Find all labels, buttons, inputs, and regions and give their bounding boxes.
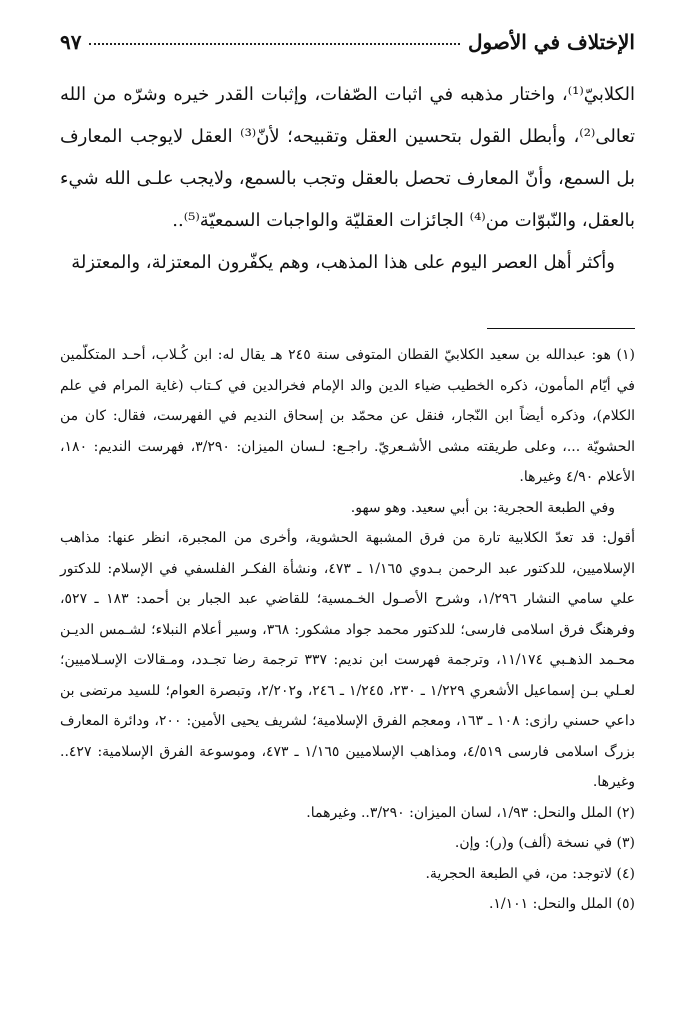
footnote-3: (٣) في نسخة (ألف) و(ر): وإن. <box>454 835 635 851</box>
footnote-1-note-edition: وفي الطبعة الحجرية: بن أبي سعيد. وهو سهو. <box>350 499 615 516</box>
footnote-1: (١) هو: عبدالله بن سعيد الكلابيّ القطان المتوفى سنة ٢٤٥ هـ يقال له: ابن كُـلاب، أحـد المتكلّمين في أيّام المأمون، ذكره الخطيب ضياء الدين والد الإمام فخرالدين في كـتاب (غاية المرام في علم الكلام)، وذكره أيضاً ابن النّجار، فنقل عن محمّد بن إسحاق النديم في الفهرست، فقال: كان من الحشويّة ...، وعلى طريقته مشى الأشـعريّ. راجـع: لـسان الميزان: ٣/٢٩٠، فهرست النديم: ١٨٠، الأعلام ٤/٩٠ وغيرها. <box>60 347 635 485</box>
running-header <box>60 30 635 58</box>
header-dot-leader <box>89 43 460 45</box>
footnote-1-note-sources: أقول: قد تعدّ الكلابية تارة من فرق المشبهة الحشوية، وأخرى من المجبرة، انظر عنها: مذاهب الإسلاميين، للدكتور عبد الرحمن بـدوي ١/١٦٥ ـ ٤٧٣، ونشأة الفكـر الفلسفي في الإسلام: للدكتور علي سامي النشار ١/٢٩٦، وشرح الأصـول الخـمسية؛ للقاضي عبد الجبار بن أحمد: ١٨٣ ـ ٥٢٧، وفرهنگ فرق اسلامى فارسى؛ للدكتور محمد جواد مشكور: ٣٦٨، وسير أعلام النبلاء؛ لشـمس الديـن محـمد الذهـبي ١١/١٧٤، وترجمة فهرست ابن نديم: ٣٣٧ ترجمة رضا تجـدد، ومـقالات الإسـلاميين؛ لعـلي بـن إسماعيل الأشعري ١/٢٢٩ ـ ٢٣٠، ١/٢٤٥ ـ ٢٤٦، و٢/٢٠٢، وتبصرة العوام؛ للسيد مرتضى بن داعي حسني رازى: ١٠٨ ـ ١٦٣، ومعجم الفرق الإسلامية؛ لشريف يحيى الأمين: ٢٠٠، ودائرة المعارف بزرگ اسلامى فارسى ٤/٥١٩، ومذاهب الإسلاميين ١/١٦٥ ـ ٤٧٣، وموسوعة الفرق الإسلامية: ٤٢٧.. وغيرها. <box>60 530 635 790</box>
footnote-separator <box>487 328 635 329</box>
footnotes <box>60 340 635 920</box>
footnote-2: (٢) الملل والنحل: ١/٩٣، لسان الميزان: ٣/٢٩٠.. وغيرهما. <box>306 804 635 821</box>
footnote-5: (٥) الملل والنحل: ١/١٠١. <box>488 896 635 912</box>
footnote-4: (٤) لاتوجد: من، في الطبعة الحجرية. <box>425 865 635 882</box>
page-number: ٩٧ <box>60 30 82 54</box>
main-paragraph-2: وأكثر أهل العصر اليوم على هذا المذهب، وهم يكفّرون المعتزلة، والمعتزلة <box>71 252 615 273</box>
header-title: الإختلاف في الأصول <box>468 30 635 54</box>
main-text <box>60 74 635 284</box>
main-paragraph-1: الكلابيّ⁽¹⁾، واختار مذهبه في اثبات الصّفات، وإثبات القدر خيره وشرّه من الله تعالى⁽²⁾، وأبطل القول بتحسين العقل وتقبيحه؛ لأنّ⁽³⁾ العقل لايوجب المعارف بل السمع، وأنّ المعارف تحصل بالعقل وتجب بالسمع، ولايجب علـى الله شيء بالعقل، والنّبوّات من⁽⁴⁾ الجائزات العقليّة والواجبات السمعيّة⁽⁵⁾.. <box>60 84 636 231</box>
